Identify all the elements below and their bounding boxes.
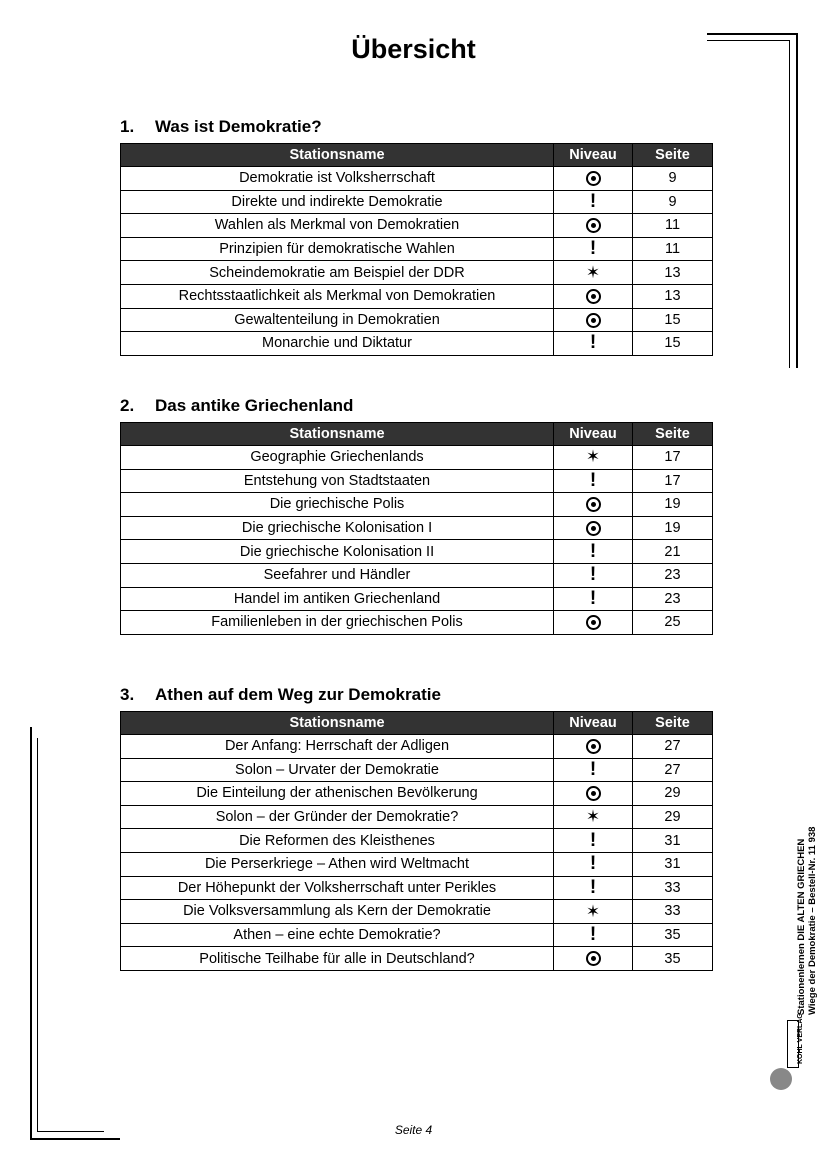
- table-row: [121, 852, 713, 876]
- column-header-stationsname: Stationsname: [121, 423, 554, 446]
- station-page: 27: [633, 735, 713, 759]
- station-page: 19: [633, 493, 713, 517]
- table-row: [121, 587, 713, 611]
- table-row: [121, 516, 713, 540]
- table-row: [121, 563, 713, 587]
- station-page: 13: [633, 261, 713, 285]
- table-row: [121, 947, 713, 971]
- dot-circle-icon: [586, 218, 601, 233]
- table-row: [121, 805, 713, 829]
- sidebar-imprint: [796, 827, 818, 1015]
- column-header-seite: Seite: [633, 712, 713, 735]
- exclamation-icon: !: [589, 587, 597, 609]
- table-row: [121, 308, 713, 332]
- station-page: 35: [633, 923, 713, 947]
- table-row: [121, 261, 713, 285]
- station-page: 13: [633, 284, 713, 308]
- dot-circle-icon: [586, 615, 601, 630]
- station-niveau: [554, 735, 633, 759]
- exclamation-icon: !: [589, 238, 597, 260]
- station-page: 29: [633, 805, 713, 829]
- station-niveau: [554, 829, 633, 853]
- station-page: 23: [633, 587, 713, 611]
- dot-circle-icon: [586, 289, 601, 304]
- exclamation-icon: !: [589, 540, 597, 562]
- table-row: [121, 332, 713, 356]
- station-page: 11: [633, 214, 713, 238]
- station-name: Seefahrer und Händler: [121, 563, 554, 587]
- table-row: [121, 493, 713, 517]
- station-niveau: [554, 446, 633, 470]
- sidebar-line-2: Wiege der Demokratie – Bestell-Nr. 11 938: [807, 826, 818, 1015]
- station-niveau: [554, 587, 633, 611]
- column-header-niveau: Niveau: [554, 423, 633, 446]
- station-name: Direkte und indirekte Demokratie: [121, 190, 554, 214]
- station-name: Familienleben in der griechischen Polis: [121, 611, 554, 635]
- section-title: Athen auf dem Weg zur Demokratie: [155, 685, 441, 704]
- station-niveau: [554, 167, 633, 191]
- table-header-row: [121, 144, 713, 167]
- column-header-stationsname: Stationsname: [121, 144, 554, 167]
- station-niveau: [554, 947, 633, 971]
- station-page: 31: [633, 852, 713, 876]
- frame-top-right-v1: [796, 33, 798, 368]
- station-name: Die Einteilung der athenischen Bevölkerung: [121, 782, 554, 806]
- station-niveau: [554, 805, 633, 829]
- station-niveau: [554, 923, 633, 947]
- section-heading-2: [120, 396, 353, 416]
- station-page: 33: [633, 876, 713, 900]
- station-niveau: [554, 469, 633, 493]
- exclamation-icon: !: [589, 758, 597, 780]
- column-header-niveau: Niveau: [554, 144, 633, 167]
- exclamation-icon: !: [589, 924, 597, 946]
- section-number: 1.: [120, 117, 135, 136]
- table-row: [121, 758, 713, 782]
- station-niveau: [554, 493, 633, 517]
- station-name: Handel im antiken Griechenland: [121, 587, 554, 611]
- table-row: [121, 284, 713, 308]
- table-row: [121, 782, 713, 806]
- station-niveau: [554, 284, 633, 308]
- station-name: Entstehung von Stadtstaaten: [121, 469, 554, 493]
- stations-table-3: [120, 711, 713, 971]
- station-niveau: [554, 563, 633, 587]
- frame-top-right-v2: [789, 40, 790, 368]
- station-name: Die griechische Polis: [121, 493, 554, 517]
- station-niveau: [554, 516, 633, 540]
- table-row: [121, 735, 713, 759]
- stations-table-1: [120, 143, 713, 356]
- station-niveau: [554, 237, 633, 261]
- column-header-seite: Seite: [633, 144, 713, 167]
- station-page: 21: [633, 540, 713, 564]
- frame-bottom-left-v2: [37, 738, 38, 1132]
- station-name: Athen – eine echte Demokratie?: [121, 923, 554, 947]
- station-name: Die Volksversammlung als Kern der Demokratie: [121, 900, 554, 924]
- dot-circle-icon: [586, 521, 601, 536]
- exclamation-icon: !: [589, 829, 597, 851]
- station-name: Die griechische Kolonisation I: [121, 516, 554, 540]
- six-point-star-icon: ✶: [585, 262, 601, 282]
- station-name: Demokratie ist Volksherrschaft: [121, 167, 554, 191]
- exclamation-icon: !: [589, 190, 597, 212]
- section-number: 2.: [120, 396, 135, 415]
- exclamation-icon: !: [589, 853, 597, 875]
- station-name: Solon – der Gründer der Demokratie?: [121, 805, 554, 829]
- station-page: 9: [633, 167, 713, 191]
- station-name: Die griechische Kolonisation II: [121, 540, 554, 564]
- station-niveau: [554, 214, 633, 238]
- table-row: [121, 876, 713, 900]
- station-niveau: [554, 332, 633, 356]
- station-page: 25: [633, 611, 713, 635]
- station-page: 27: [633, 758, 713, 782]
- table-row: [121, 446, 713, 470]
- section-heading-1: [120, 117, 322, 137]
- table-row: [121, 540, 713, 564]
- station-page: 31: [633, 829, 713, 853]
- frame-bottom-left-h1: [30, 1138, 120, 1140]
- section-title: Was ist Demokratie?: [155, 117, 322, 136]
- station-niveau: [554, 900, 633, 924]
- column-header-seite: Seite: [633, 423, 713, 446]
- tree-logo-icon: [770, 1068, 792, 1090]
- table-row: [121, 190, 713, 214]
- six-point-star-icon: ✶: [585, 807, 601, 827]
- table-header-row: [121, 712, 713, 735]
- station-name: Der Anfang: Herrschaft der Adligen: [121, 735, 554, 759]
- station-name: Die Reformen des Kleisthenes: [121, 829, 554, 853]
- station-niveau: [554, 876, 633, 900]
- exclamation-icon: !: [589, 876, 597, 898]
- station-name: Monarchie und Diktatur: [121, 332, 554, 356]
- dot-circle-icon: [586, 786, 601, 801]
- dot-circle-icon: [586, 497, 601, 512]
- station-niveau: [554, 782, 633, 806]
- station-name: Scheindemokratie am Beispiel der DDR: [121, 261, 554, 285]
- station-name: Der Höhepunkt der Volksherrschaft unter Perikles: [121, 876, 554, 900]
- station-page: 17: [633, 446, 713, 470]
- station-name: Wahlen als Merkmal von Demokratien: [121, 214, 554, 238]
- table-row: [121, 829, 713, 853]
- table-row: [121, 469, 713, 493]
- exclamation-icon: !: [589, 469, 597, 491]
- publisher-logo-text: KOHL VERLAG: [797, 1013, 804, 1064]
- table-header-row: [121, 423, 713, 446]
- section-number: 3.: [120, 685, 135, 704]
- six-point-star-icon: ✶: [585, 901, 601, 921]
- page-title: Übersicht: [351, 34, 476, 64]
- station-name: Solon – Urvater der Demokratie: [121, 758, 554, 782]
- stations-table-2: [120, 422, 713, 635]
- station-name: Geographie Griechenlands: [121, 446, 554, 470]
- station-niveau: [554, 852, 633, 876]
- station-page: 17: [633, 469, 713, 493]
- exclamation-icon: !: [589, 332, 597, 354]
- station-page: 33: [633, 900, 713, 924]
- station-page: 11: [633, 237, 713, 261]
- dot-circle-icon: [586, 951, 601, 966]
- station-niveau: [554, 308, 633, 332]
- table-row: [121, 167, 713, 191]
- table-row: [121, 923, 713, 947]
- station-name: Gewaltenteilung in Demokratien: [121, 308, 554, 332]
- table-row: [121, 214, 713, 238]
- exclamation-icon: !: [589, 564, 597, 586]
- station-name: Rechtsstaatlichkeit als Merkmal von Demokratien: [121, 284, 554, 308]
- station-page: 29: [633, 782, 713, 806]
- table-row: [121, 900, 713, 924]
- station-page: 15: [633, 332, 713, 356]
- page-footer: Seite 4: [394, 1123, 433, 1137]
- station-page: 15: [633, 308, 713, 332]
- station-name: Die Perserkriege – Athen wird Weltmacht: [121, 852, 554, 876]
- frame-bottom-left-v1: [30, 727, 32, 1139]
- dot-circle-icon: [586, 171, 601, 186]
- station-niveau: [554, 190, 633, 214]
- station-page: 23: [633, 563, 713, 587]
- column-header-niveau: Niveau: [554, 712, 633, 735]
- dot-circle-icon: [586, 739, 601, 754]
- dot-circle-icon: [586, 313, 601, 328]
- sidebar-line-1: Stationenlernen DIE ALTEN GRIECHEN: [796, 838, 807, 1015]
- station-page: 9: [633, 190, 713, 214]
- table-row: [121, 611, 713, 635]
- station-niveau: [554, 261, 633, 285]
- station-niveau: [554, 611, 633, 635]
- station-page: 35: [633, 947, 713, 971]
- section-heading-3: [120, 685, 441, 705]
- station-page: 19: [633, 516, 713, 540]
- station-name: Politische Teilhabe für alle in Deutschland?: [121, 947, 554, 971]
- station-niveau: [554, 758, 633, 782]
- station-niveau: [554, 540, 633, 564]
- column-header-stationsname: Stationsname: [121, 712, 554, 735]
- six-point-star-icon: ✶: [585, 447, 601, 467]
- station-name: Prinzipien für demokratische Wahlen: [121, 237, 554, 261]
- section-title: Das antike Griechenland: [155, 396, 354, 415]
- table-row: [121, 237, 713, 261]
